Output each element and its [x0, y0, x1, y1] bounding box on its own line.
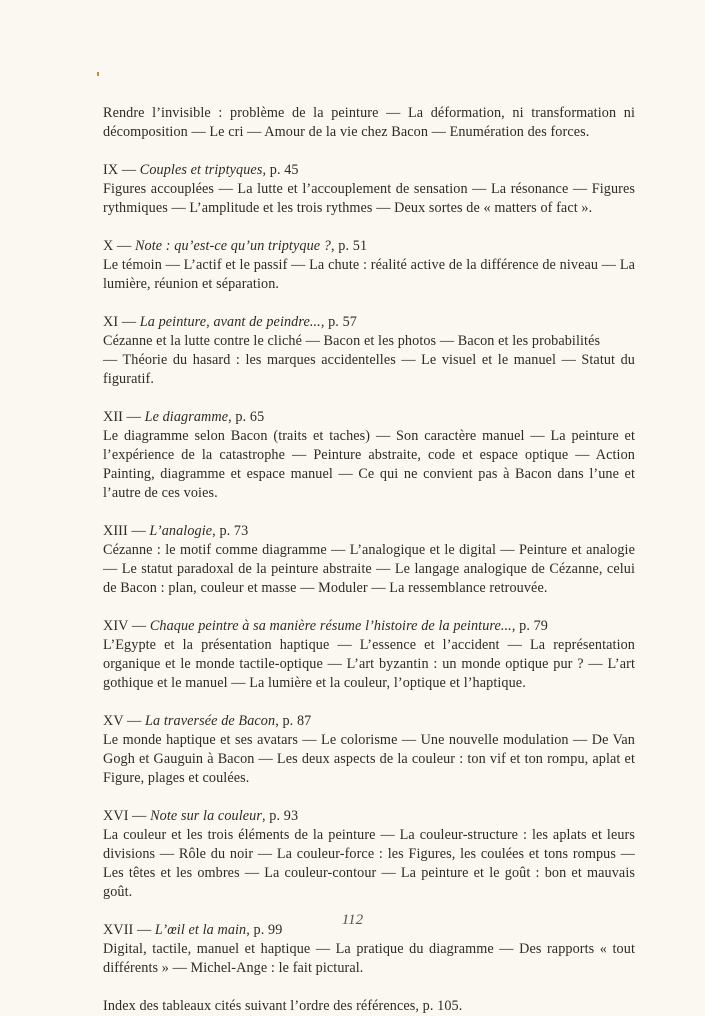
- section-title: Couples et triptyques: [139, 162, 263, 178]
- section-xvi: [103, 807, 635, 902]
- section-page: , p. 57: [320, 314, 357, 330]
- section-title: Chaque peintre à sa manière résume l’histoire de la peinture...: [149, 618, 512, 634]
- section-heading: [103, 807, 635, 826]
- section-body: Figures accouplées — La lutte et l’accouplement de sensation — La résonance — Figures rythmiques — L’amplitude et les trois rythmes — Deux sortes de « matters of fact ».: [103, 181, 635, 216]
- section-body: L’Egypte et la présentation haptique — L’essence et l’accident — La représentation organique et le monde tactile-optique — L’art byzantin : un monde optique pur ? — L’art gothique et le manuel — La lumière et la couleur, l’optique et l’haptique.: [103, 637, 635, 691]
- section-xv: [103, 712, 635, 788]
- section-heading: [103, 408, 635, 427]
- section-number: XVII —: [103, 922, 155, 938]
- section-page: , p. 51: [331, 238, 368, 254]
- section-title: Le diagramme: [144, 409, 229, 425]
- section-number: XII —: [103, 409, 145, 425]
- section-page: , p. 45: [262, 162, 299, 178]
- section-number: X —: [103, 238, 135, 254]
- section-number: XIII —: [103, 523, 150, 539]
- section-title: La peinture, avant de peindre...: [139, 314, 321, 330]
- section-page: , p. 87: [275, 713, 312, 729]
- section-x: [103, 237, 635, 294]
- section-body: La couleur et les trois éléments de la peinture — La couleur-structure : les aplats et leurs divisions — Rôle du noir — La couleur-force : les Figures, les coulées et tons rompus — Les têtes et les ombres — La couleur-contour — La peinture et le goût : bon et mauvais goût.: [103, 827, 635, 900]
- section-title: L’œil et la main: [154, 922, 247, 938]
- section-title: Note sur la couleur: [150, 808, 262, 824]
- section-heading: [103, 522, 635, 541]
- section-body: Cézanne et la lutte contre le cliché — Bacon et les photos — Bacon et les probabilités: [103, 333, 601, 349]
- section-body-continued: — Théorie du hasard : les marques accidentelles — Le visuel et le manuel — Statut du figuratif.: [103, 352, 635, 387]
- page-number: 112: [341, 912, 364, 928]
- section-ix: [103, 161, 635, 218]
- section-body: Digital, tactile, manuel et haptique — La pratique du diagramme — Des rapports « tout différents » — Michel-Ange : le fait pictural.: [103, 941, 635, 976]
- section-body: Le diagramme selon Bacon (traits et taches) — Son caractère manuel — La peinture et l’expérience de la catastrophe — Peinture abstraite, code et espace optique — Action Painting, diagramme et espace manuel — Ce qui ne convient pas à Bacon dans l’une et l’autre de ces voies.: [103, 428, 635, 501]
- section-heading: [103, 161, 635, 180]
- section-number: XI —: [103, 314, 140, 330]
- section-xii: [103, 408, 635, 503]
- section-xiv: [103, 617, 635, 693]
- section-title: La traversée de Bacon: [145, 713, 276, 729]
- table-of-contents: [103, 104, 635, 1016]
- section-page: , p. 99: [246, 922, 283, 938]
- section-xi: [103, 313, 635, 389]
- section-xvii: [103, 921, 635, 978]
- section-number: XIV —: [103, 618, 150, 634]
- section-heading: [103, 313, 635, 332]
- section-heading: [103, 617, 635, 636]
- margin-mark: [97, 72, 99, 76]
- section-heading: [103, 237, 635, 256]
- section-number: XVI —: [103, 808, 151, 824]
- section-body: Le monde haptique et ses avatars — Le colorisme — Une nouvelle modulation — De Van Gogh et Gauguin à Bacon — Les deux aspects de la couleur : ton vif et ton rompu, aplat et Figure, plages et coulées.: [103, 732, 635, 786]
- section-title: L’analogie: [149, 523, 213, 539]
- intro-paragraph: Rendre l’invisible : problème de la peinture — La déformation, ni transformation ni décomposition — Le cri — Amour de la vie chez Bacon — Enumération des forces.: [103, 105, 635, 140]
- section-page: , p. 79: [511, 618, 548, 634]
- section-number: IX —: [103, 162, 140, 178]
- section-body: Le témoin — L’actif et le passif — La chute : réalité active de la différence de niveau — La lumière, réunion et séparation.: [103, 257, 635, 292]
- section-body: Cézanne : le motif comme diagramme — L’analogique et le digital — Peinture et analogie — Le statut paradoxal de la peinture abstraite — Le langage analogique de Cézanne, celui de Bacon : plan, couleur et masse — Moduler — La ressemblance retrouvée.: [103, 542, 635, 596]
- index-line: Index des tableaux cités suivant l’ordre des références, p. 105.: [103, 998, 463, 1014]
- section-xiii: [103, 522, 635, 598]
- section-page: , p. 73: [212, 523, 249, 539]
- section-number: XV —: [103, 713, 146, 729]
- section-title: Note : qu’est-ce qu’un triptyque ?: [134, 238, 331, 254]
- section-page: , p. 65: [228, 409, 265, 425]
- section-page: , p. 93: [261, 808, 299, 824]
- section-heading: [103, 712, 635, 731]
